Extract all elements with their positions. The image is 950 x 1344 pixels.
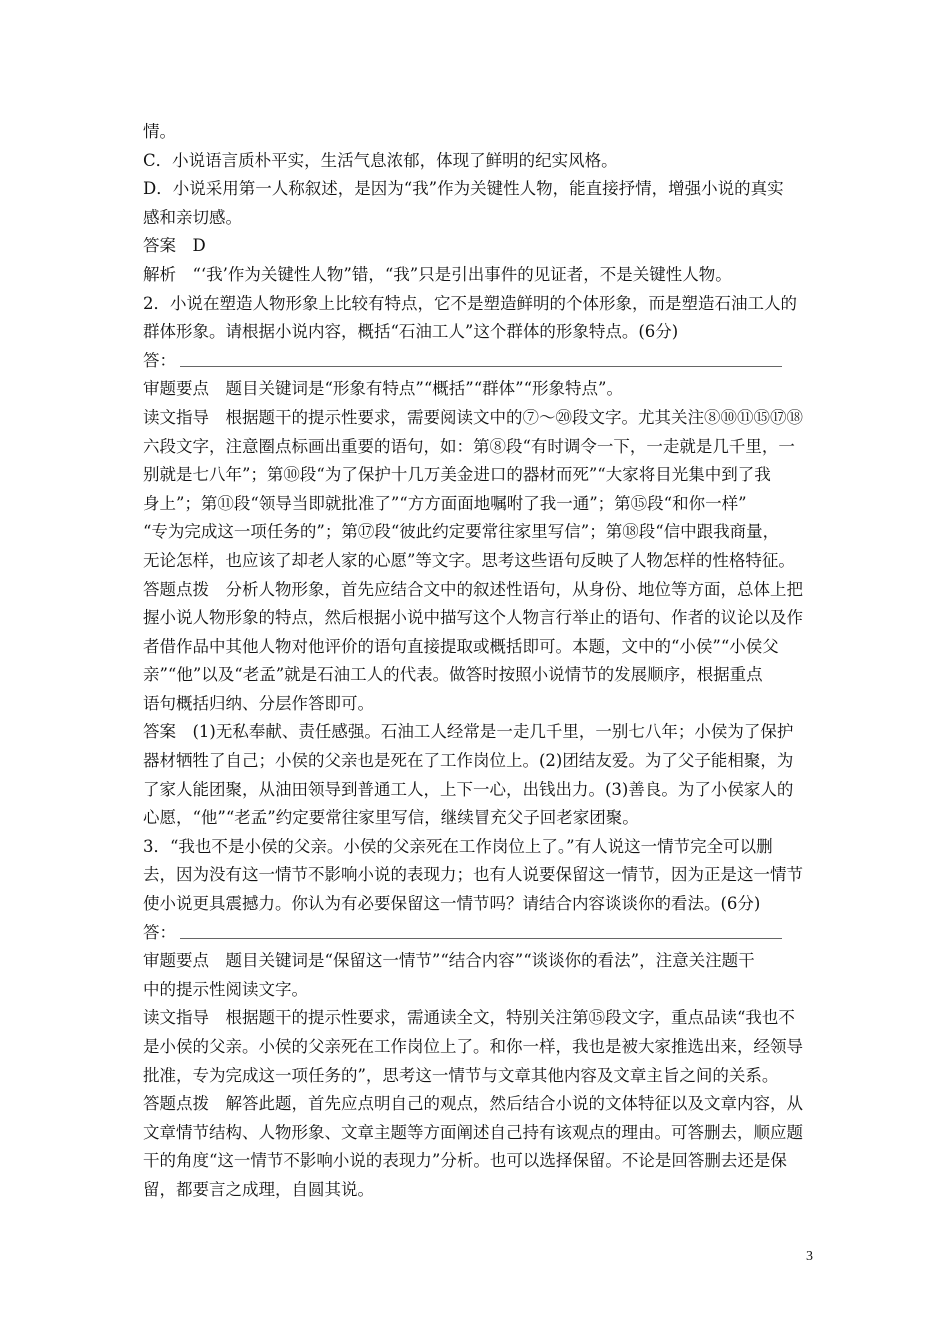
answer-underline: [180, 365, 782, 367]
text-line: 审题要点 题目关键词是“形象有特点”“概括”“群体”“形象特点”。: [143, 379, 623, 399]
text-line: 使小说更具震撼力。你认为有必要保留这一情节吗？请结合内容谈谈你的看法。(6分): [143, 894, 761, 914]
text-line: 中的提示性阅读文字。: [143, 979, 308, 999]
text-line: 心愿，“他”“老孟”约定要常往家里写信，继续冒充父子回老家团聚。: [143, 808, 639, 828]
text-line: 六段文字，注意圈点标画出重要的语句，如：第⑧段“有时调令一下，一走就是几千里，一: [143, 436, 795, 456]
text-line: 文章情节结构、人物形象、文章主题等方面阐述自己持有该观点的理由。可答删去，顺应题: [143, 1122, 803, 1142]
text-line: 器材牺牲了自己；小侯的父亲也是死在了工作岗位上。(2)团结友爱。为了父子能相聚，为: [143, 751, 794, 771]
question-2: 2．小说在塑造人物形象上比较有特点，它不是塑造鲜明的个体形象，而是塑造石油工人的: [143, 293, 797, 313]
option-c: C．小说语言质朴平实，生活气息浓郁，体现了鲜明的纪实风格。: [143, 150, 618, 170]
text-line: 语句概括归纳、分层作答即可。: [143, 693, 374, 713]
answer-label: 答：: [143, 922, 176, 942]
document-body: [143, 118, 823, 1205]
answer-label: 答：: [143, 350, 176, 370]
text-line: 情。: [143, 122, 176, 141]
text-line: 答题点拨 解答此题，首先应点明自己的观点，然后结合小说的文体特征以及文章内容，从: [143, 1094, 803, 1114]
text-line: 批准，专为完成这一项任务的”，思考这一情节与文章其他内容及文章主旨之间的关系。: [143, 1065, 779, 1085]
answer-blank-3: [143, 919, 823, 948]
text-line: 留，都要言之成理，自圆其说。: [143, 1179, 374, 1199]
page-number: 3: [806, 1249, 813, 1264]
text-line: 无论怎样，也应该了却老人家的心愿”等文字。思考这些语句反映了人物怎样的性格特征。: [143, 550, 795, 570]
text-line: 群体形象。请根据小说内容，概括“石油工人”这个群体的形象特点。(6分): [143, 322, 679, 342]
answer-underline: [180, 937, 782, 939]
answer-1: 答案 D: [143, 236, 206, 256]
text-line: 读文指导 根据题干的提示性要求，需要阅读文中的⑦～⑳段文字。尤其关注⑧⑩⑪⑮⑰⑱: [143, 407, 803, 427]
text-line: 亲”“他”以及“老孟”就是石油工人的代表。做答时按照小说情节的发展顺序，根据重点: [143, 665, 763, 685]
text-line: 别就是七八年”；第⑩段“为了保护十几万美金进口的器材而死”“大家将目光集中到了我: [143, 465, 771, 485]
text-line: 去，因为没有这一情节不影响小说的表现力；也有人说要保留这一情节，因为正是这一情节: [143, 865, 803, 885]
question-3: 3．“我也不是小侯的父亲。小侯的父亲死在工作岗位上了。”有人说这一情节完全可以删: [143, 836, 773, 856]
answer-blank-2: [143, 347, 823, 376]
text-line: 握小说人物形象的特点，然后根据小说中描写这个人物言行举止的语句、作者的议论以及作: [143, 608, 803, 628]
analysis-1: 解析 “‘我’作为关键性人物”错，“我”只是引出事件的见证者，不是关键性人物。: [143, 264, 732, 284]
text-line: 审题要点 题目关键词是“保留这一情节”“结合内容”“谈谈你的看法”，注意关注题干: [143, 951, 755, 971]
text-line: “专为完成这一项任务的”；第⑰段“彼此约定要常往家里写信”；第⑱段“信中跟我商量，: [143, 522, 780, 542]
text-line: 了家人能团聚，从油田领导到普通工人，上下一心，出钱出力。(3)善良。为了小侯家人的: [143, 779, 794, 799]
text-line: 干的角度“这一情节不影响小说的表现力”分析。也可以选择保留。不论是回答删去还是保: [143, 1151, 787, 1171]
text-line: 者借作品中其他人物对他评价的语句直接提取或概括即可。本题，文中的“小侯”“小侯父: [143, 636, 779, 656]
text-line: 感和亲切感。: [143, 207, 242, 227]
text-line: 答案 (1)无私奉献、责任感强。石油工人经常是一走几千里，一别七八年；小侯为了保护: [143, 722, 794, 742]
text-line: 读文指导 根据题干的提示性要求，需通读全文，特别关注第⑮段文字，重点品读“我也不: [143, 1008, 795, 1028]
text-line: 身上”；第⑪段“领导当即就批准了”“方方面面地嘱咐了我一通”；第⑮段“和你一样”: [143, 493, 747, 513]
text-line: 答题点拨 分析人物形象，首先应结合文中的叙述性语句，从身份、地位等方面，总体上把: [143, 579, 803, 599]
option-d: D．小说采用第一人称叙述，是因为“我”作为关键性人物，能直接抒情，增强小说的真实: [143, 179, 784, 199]
text-line: 是小侯的父亲。小侯的父亲死在工作岗位上了。和你一样，我也是被大家推选出来，经领导: [143, 1037, 803, 1056]
